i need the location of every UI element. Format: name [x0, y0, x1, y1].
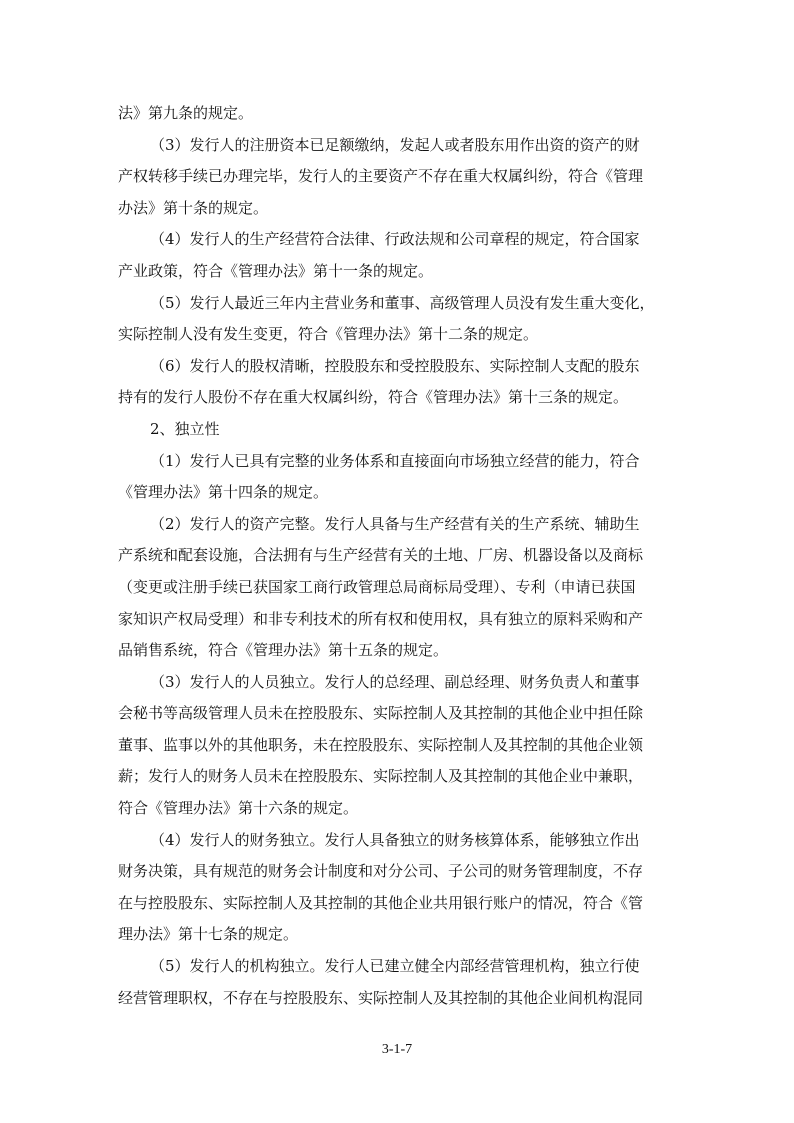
text-line: 产业政策，符合《管理办法》第十一条的规定。 — [118, 261, 434, 280]
text-line: 《管理办法》第十四条的规定。 — [118, 483, 329, 502]
text-line: （5）发行人的机构独立。发行人已建立健全内部经营管理机构，独立行使 — [150, 957, 640, 976]
text-line: （6）发行人的股权清晰，控股股东和受控股股东、实际控制人支配的股东 — [150, 356, 640, 375]
page-number: 3-1-7 — [381, 1042, 413, 1057]
text-line: 财务决策，具有规范的财务会计制度和对分公司、子公司的财务管理制度，不存 — [118, 862, 644, 881]
text-line: （变更或注册手续已获国家工商行政管理总局商标局受理）、专利（申请已获国 — [118, 577, 636, 596]
text-line: 会秘书等高级管理人员未在控股股东、实际控制人及其控制的其他企业中担任除 — [118, 704, 644, 723]
text-line: （4）发行人的生产经营符合法律、行政法规和公司章程的规定，符合国家 — [150, 230, 640, 249]
text-line: 薪；发行人的财务人员未在控股股东、实际控制人及其控制的其他企业中兼职， — [118, 767, 644, 786]
text-line: （3）发行人的注册资本已足额缴纳，发起人或者股东用作出资的资产的财 — [150, 135, 640, 154]
text-line: （2）发行人的资产完整。发行人具备与生产经营有关的生产系统、辅助生 — [150, 514, 640, 533]
text-line: 理办法》第十七条的规定。 — [118, 925, 299, 944]
text-line: 实际控制人没有发生变更，符合《管理办法》第十二条的规定。 — [118, 325, 539, 344]
document-body — [118, 98, 674, 1014]
text-line: 经营管理职权，不存在与控股股东、实际控制人及其控制的其他企业间机构混同 — [118, 988, 644, 1007]
text-line: 董事、监事以外的其他职务，未在控股股东、实际控制人及其控制的其他企业领 — [118, 735, 644, 754]
text-line: 家知识产权局受理）和非专利技术的所有权和使用权，具有独立的原料采购和产 — [118, 609, 644, 628]
text-line: 法》第九条的规定。 — [118, 104, 254, 122]
text-line: （4）发行人的财务独立。发行人具备独立的财务核算体系，能够独立作出 — [150, 830, 640, 849]
text-line: （5）发行人最近三年内主营业务和董事、高级管理人员没有发生重大变化， — [150, 293, 655, 312]
text-line: 产权转移手续已办理完毕，发行人的主要资产不存在重大权属纠纷，符合《管理 — [118, 167, 644, 186]
text-line: 在与控股股东、实际控制人及其控制的其他企业共用银行账户的情况，符合《管 — [118, 893, 644, 912]
text-line: 办法》第十条的规定。 — [118, 198, 269, 217]
text-line: 品销售系统，符合《管理办法》第十五条的规定。 — [118, 641, 449, 660]
text-line: 符合《管理办法》第十六条的规定。 — [118, 799, 359, 818]
text-line: 产系统和配套设施，合法拥有与生产经营有关的土地、厂房、机器设备以及商标 — [118, 546, 644, 565]
text-line: （1）发行人已具有完整的业务体系和直接面向市场独立经营的能力，符合 — [150, 451, 640, 470]
section-heading: 2、独立性 — [150, 419, 220, 438]
text-line: 持有的发行人股份不存在重大权属纠纷，符合《管理办法》第十三条的规定。 — [118, 388, 629, 407]
text-line: （3）发行人的人员独立。发行人的总经理、副总经理、财务负责人和董事 — [150, 672, 640, 691]
